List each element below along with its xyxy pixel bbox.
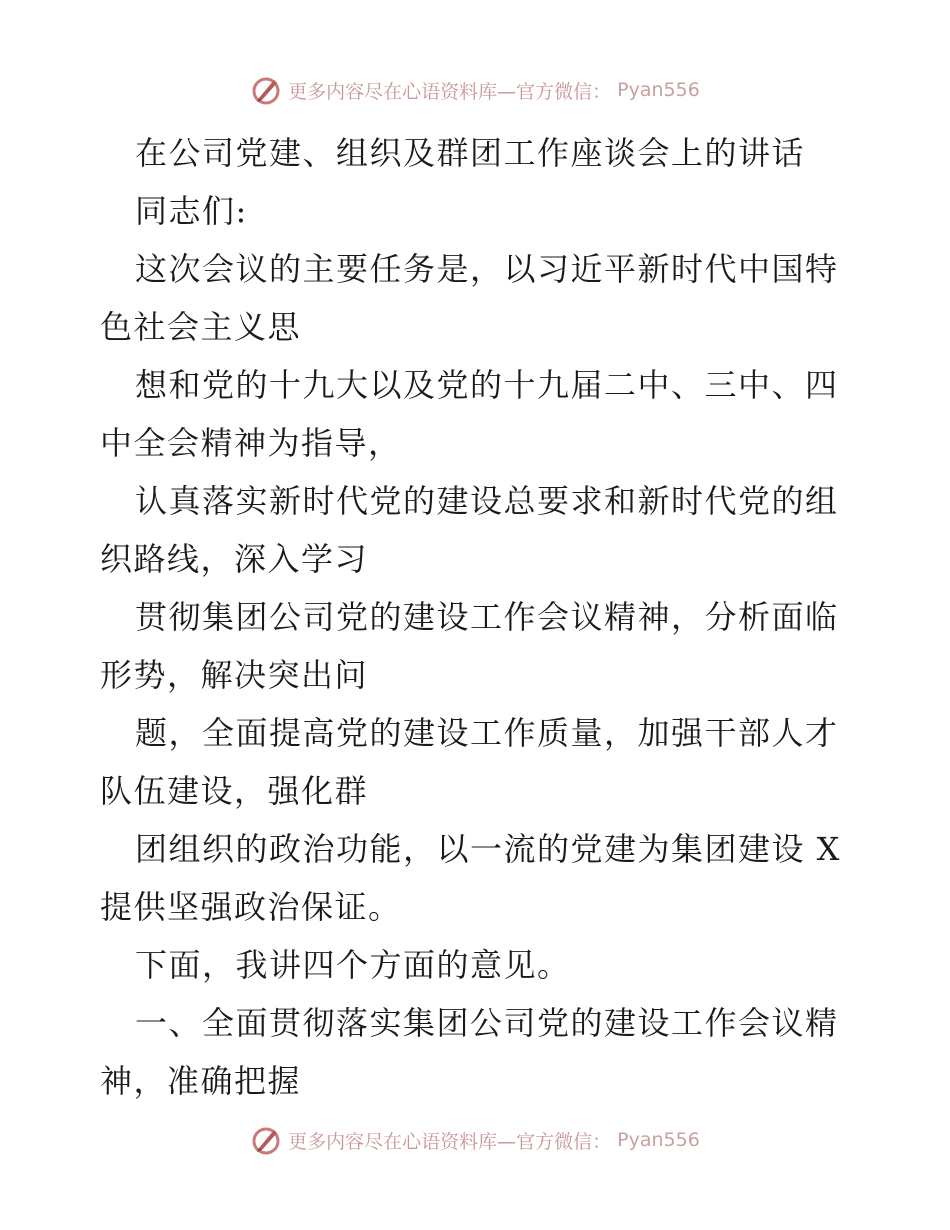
paragraph-line: 中全会精神为指导， bbox=[100, 424, 402, 462]
section-heading-continuation: 神，准确把握 bbox=[100, 1062, 302, 1100]
paragraph-line: 织路线，深入学习 bbox=[100, 540, 369, 578]
paragraph-line: 题，全面提高党的建设工作质量，加强干部人才 bbox=[135, 714, 839, 752]
paragraph-line: 下面，我讲四个方面的意见。 bbox=[135, 946, 571, 984]
section-heading: 一、全面贯彻落实集团公司党的建设工作会议精 bbox=[135, 1004, 839, 1042]
paragraph-line: 想和党的十九大以及党的十九届二中、三中、四 bbox=[135, 366, 839, 404]
footer-watermark bbox=[0, 1124, 950, 1156]
watermark-text: 更多内容尽在心语资料库—官方微信： bbox=[288, 1130, 612, 1153]
paragraph-line: 贯彻集团公司党的建设工作会议精神，分析面临 bbox=[135, 598, 839, 636]
salutation: 同志们: bbox=[135, 192, 248, 230]
header-watermark bbox=[0, 74, 950, 106]
quill-logo-icon bbox=[250, 74, 282, 106]
paragraph-line: 提供坚强政治保证。 bbox=[100, 888, 402, 926]
document-title: 在公司党建、组织及群团工作座谈会上的讲话 bbox=[135, 134, 806, 172]
paragraph-line: 形势，解决突出问 bbox=[100, 656, 369, 694]
wechat-id: Pyan556 bbox=[617, 79, 700, 101]
paragraph-line: 团组织的政治功能，以一流的党建为集团建设 X bbox=[135, 830, 841, 868]
document-body bbox=[100, 124, 860, 1110]
wechat-id: Pyan556 bbox=[617, 1129, 700, 1151]
paragraph-line: 认真落实新时代党的建设总要求和新时代党的组 bbox=[135, 482, 839, 520]
paragraph-line: 这次会议的主要任务是，以习近平新时代中国特 bbox=[135, 250, 839, 288]
watermark-text: 更多内容尽在心语资料库—官方微信： bbox=[288, 80, 612, 103]
paragraph-line: 色社会主义思 bbox=[100, 308, 302, 346]
quill-logo-icon bbox=[250, 1124, 282, 1156]
paragraph-line: 队伍建设，强化群 bbox=[100, 772, 369, 810]
